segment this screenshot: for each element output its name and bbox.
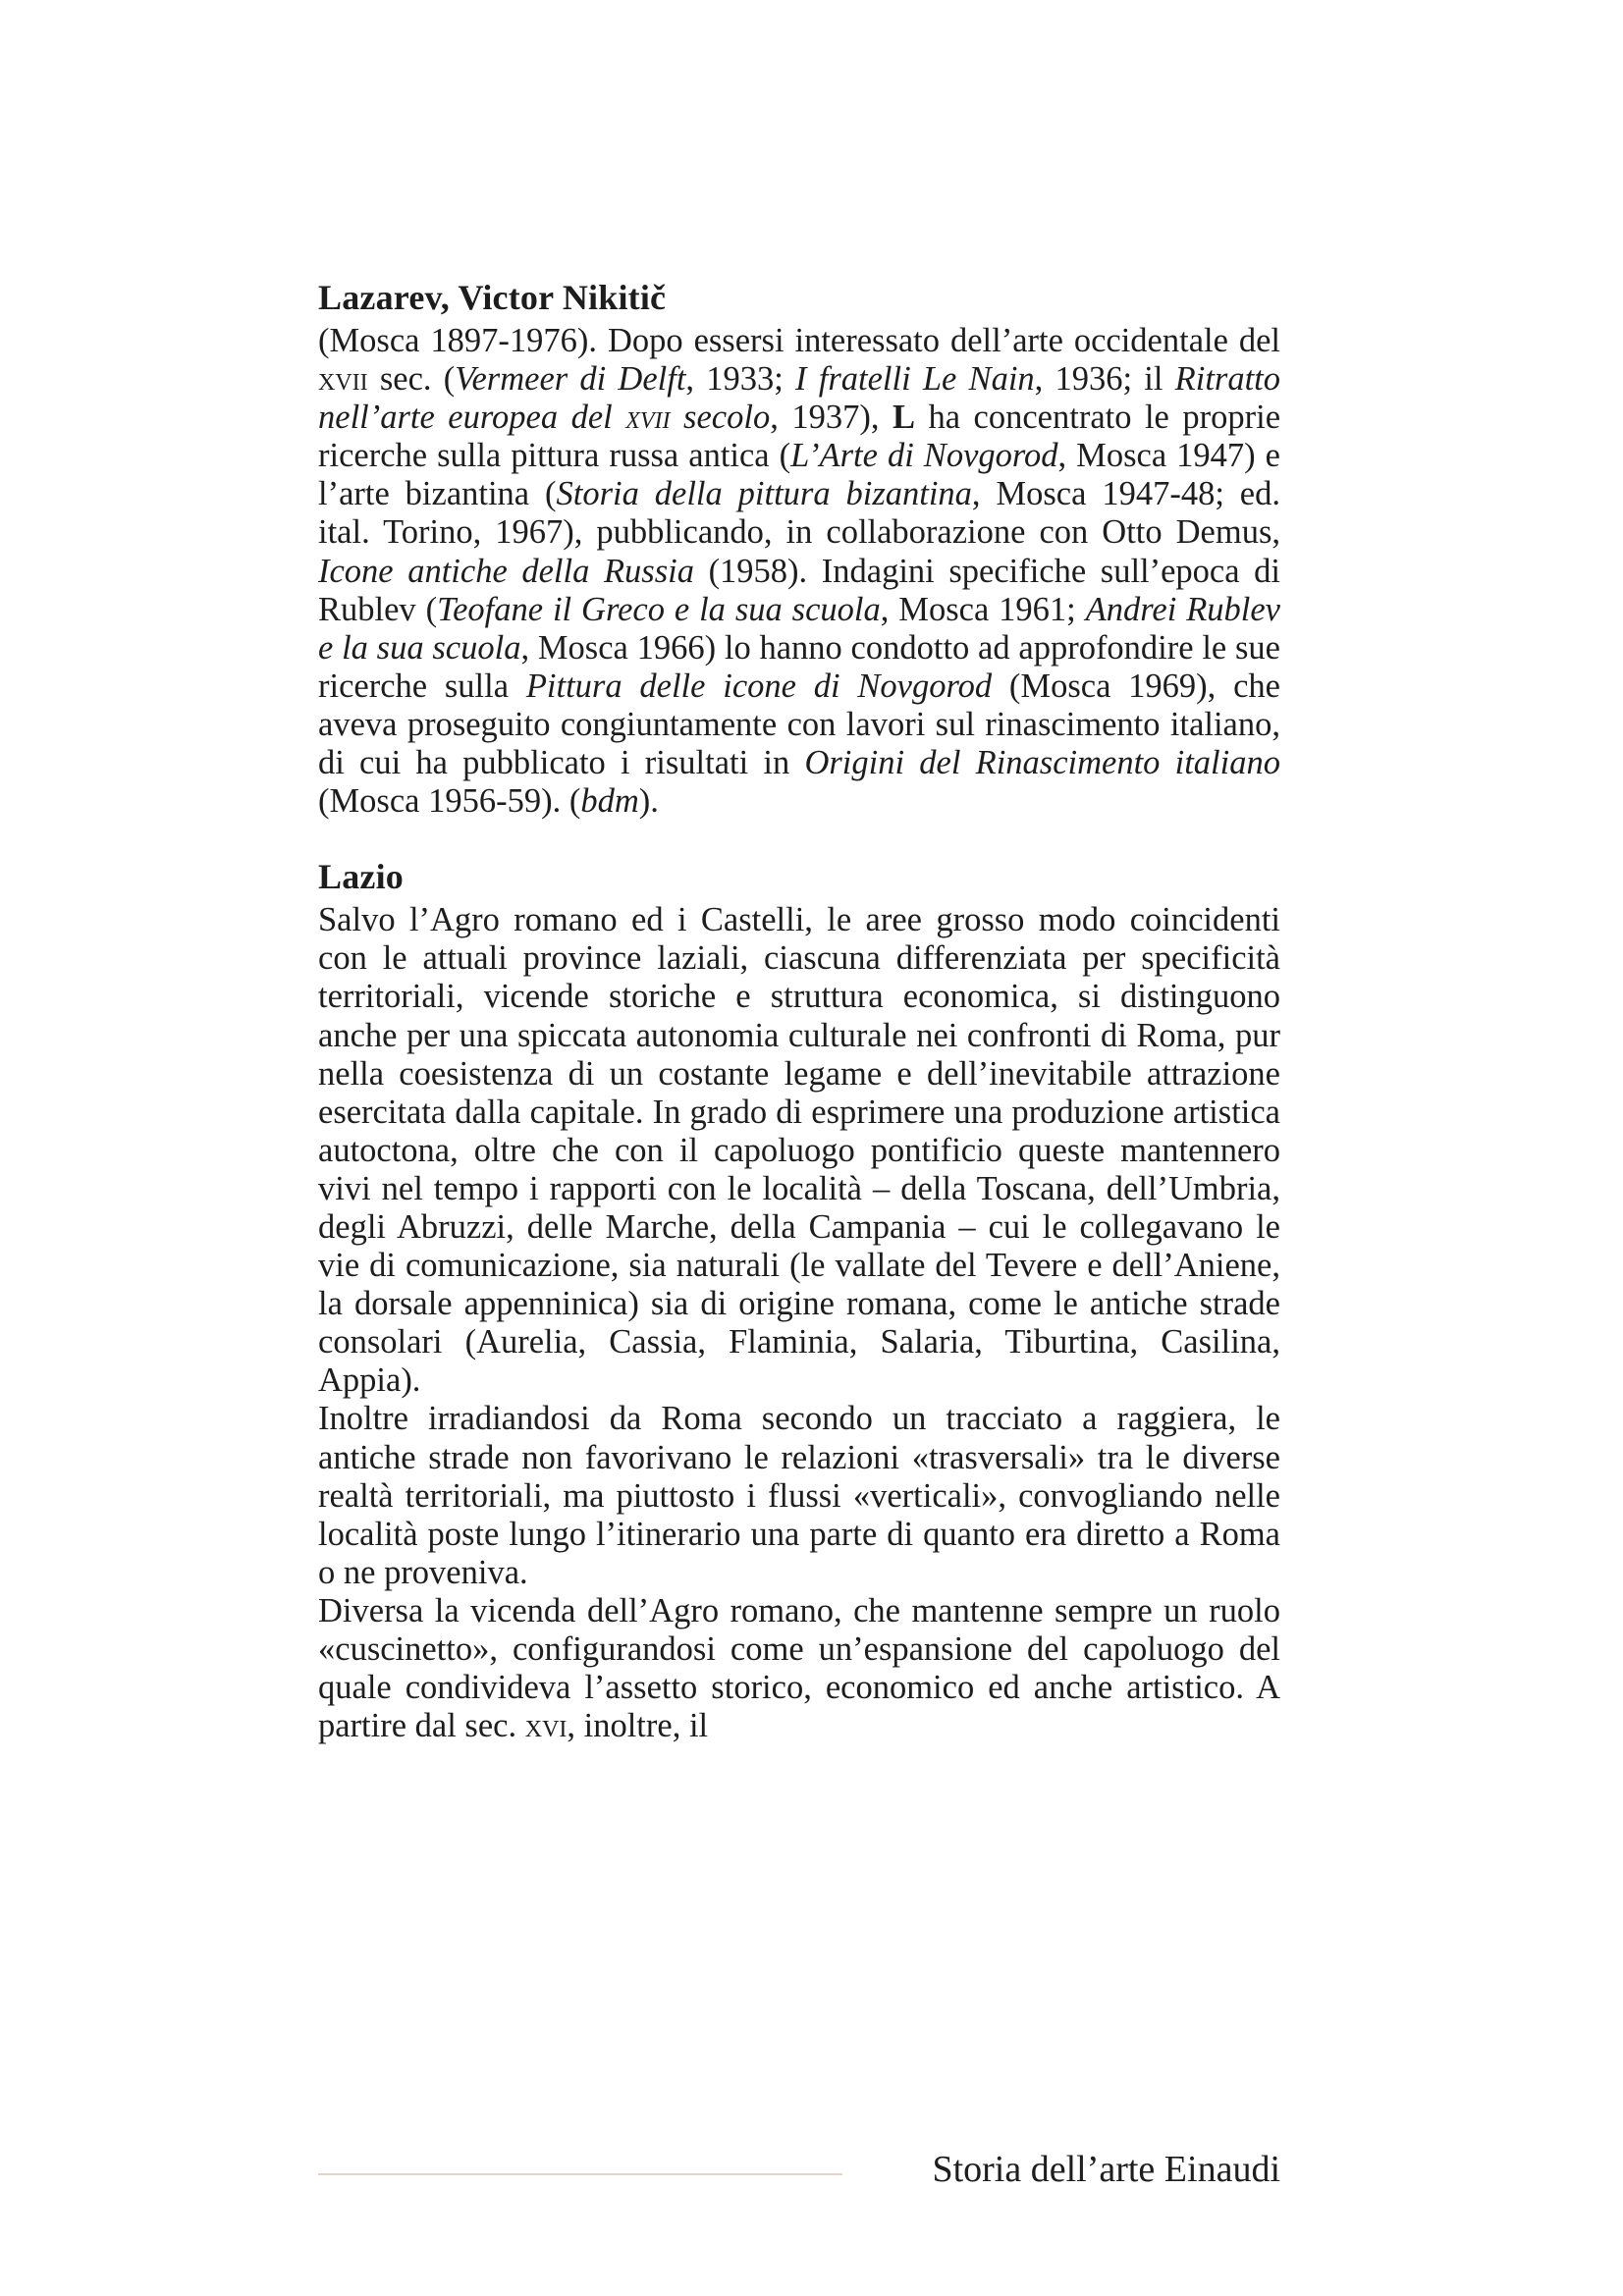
paragraph [318,901,1280,1400]
text-run: Diversa la vicenda dell’Agro romano, che mantenne sempre un ruolo «cuscinetto», configurandosi come un’espansione del capoluogo del quale condivideva l’assetto storico, economico ed anche artistico. A partire dal sec. [318,1591,1280,1745]
entry-title: Lazarev, Victor Nikitič [318,278,667,317]
text-run: , Mosca 1961; [880,590,1086,628]
entry-body [318,322,1280,821]
text-run: , 1933; [685,360,796,399]
text-run: , inoltre, il [567,1707,709,1745]
italic-run: Ritratto nell’arte europea del [318,360,1280,437]
text-run: , Mosca 1947) e l’arte bizantina ( [318,437,1280,513]
italic-run: Origini del Rinascimento italiano [804,744,1280,782]
italic-run: Storia della pittura bizantina [556,475,972,513]
text-run: , 1936; il [1034,360,1175,399]
italic-run: Teofane il Greco e la sua scuola [437,590,881,628]
text-run: sec. ( [367,360,456,399]
italic-run: bdm [580,782,639,821]
smallcaps-run: xvi [524,1707,568,1745]
text-run: (1958). Indagini specifiche sull’epoca di Rublev ( [318,552,1280,628]
text-run: , Mosca 1966) lo hanno condotto ad approfondire le sue ricerche sulla [318,628,1280,705]
entry-body [318,901,1280,1745]
italic-run: Icone antiche della Russia [318,552,694,590]
text-run: , Mosca 1947-48; ed. ital. Torino, 1967), pubblicando, in collaborazione con Otto Demus, [318,475,1280,552]
italic-run: I fratelli Le Nain [795,360,1035,399]
text-run: Salvo l’Agro romano ed i Castelli, le aree grosso modo coincidenti con le attuali province laziali, ciascuna differenziata per specificità territoriali, vicende storiche e struttura economica, si distinguono anche per una spiccata autonomia culturale nei confronti di Roma, pur nella coesistenza di un costante legame e dell’inevitabile attrazione esercitata dalla capitale. In grado di esprimere una produzione artistica autoctona, oltre che con il capoluogo pontificio queste mantennero vivi nel tempo i rapporti con le località – della Toscana, dell’Umbria, degli Abruzzi, delle Marche, della Campania – cui le collegavano le vie di comunicazione, sia naturali (le vallate del Tevere e dell’Aniene, la dorsale appenninica) sia di origine romana, come le antiche strade consolari (Aurelia, Cassia, Flaminia, Salaria, Tiburtina, Casilina, Appia). [318,901,1280,1400]
page-content [318,277,1280,1745]
paragraph [318,1400,1280,1591]
entry-lazarev [318,277,1280,821]
italic-run: xvii [625,399,671,437]
text-run: ha concentrato le proprie ricerche sulla pittura russa antica ( [318,399,1281,475]
italic-run: Pittura delle icone di Novgorod [525,667,993,705]
text-run: , 1937), [770,399,893,437]
text-run: (Mosca 1897-1976). Dopo essersi interessato dell’arte occidentale del [318,322,1280,359]
italic-run: Andrei Rublev e la sua scuola [318,590,1280,667]
italic-run: L’Arte di Novgorod [790,437,1058,475]
page-footer [318,2146,1280,2195]
text-run: (Mosca 1956-59). ( [318,782,581,821]
text-run: (Mosca 1969), che aveva proseguito congiuntamente con lavori sul rinascimento italiano, di cui ha pubblicato i risultati in [318,667,1280,782]
text-run: Inoltre irradiandosi da Roma secondo un tracciato a raggiera, le antiche strade non favorivano le relazioni «trasversali» tra le diverse realtà territoriali, ma piuttosto i flussi «verticali», convogliando nelle località poste lungo l’itinerario una parte di quanto era diretto a Roma o ne proveniva. [318,1400,1280,1591]
entry-title: Lazio [318,857,404,897]
paragraph [318,322,1280,821]
text-run: ). [638,782,659,821]
entry-lazio [318,856,1280,1745]
smallcaps-run: xvii [318,360,368,399]
paragraph [318,1592,1280,1745]
italic-run: Vermeer di Delft [455,360,686,399]
bold-run: L [892,399,915,437]
italic-run: secolo [670,399,771,437]
footer-publisher: Storia dell’arte Einaudi [932,2149,1280,2190]
footer-rule [318,2173,842,2175]
